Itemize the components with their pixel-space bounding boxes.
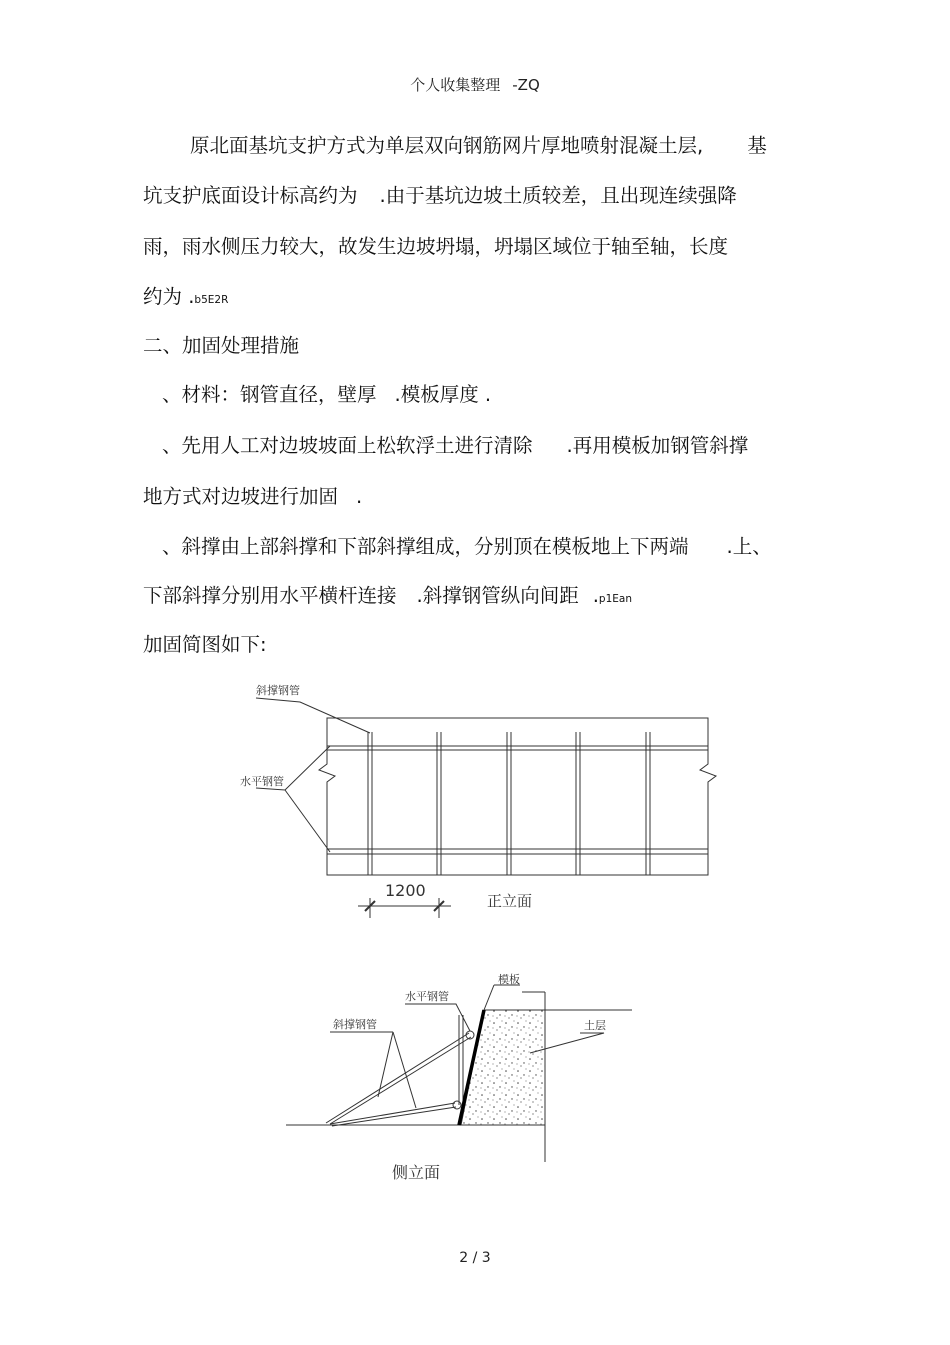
header-code: -ZQ [512, 76, 540, 94]
fig2-view-name: 侧立面 [392, 1163, 441, 1182]
item3-text: 、斜撑由上部斜撑和下部斜撑组成，分别顶在模板地上下两端 [162, 535, 689, 558]
item2-line2-text: 地方式对边坡进行加固 [143, 485, 339, 508]
para1-line2-text: 坑支护底面设计标高约为 [143, 184, 358, 207]
fig2-horiz-label: 水平钢管 [405, 990, 449, 1003]
item3-line2-dot: . [592, 584, 599, 607]
item2-text: 、先用人工对边坡坡面上松软浮土进行清除 [162, 434, 533, 457]
figure-intro: 加固简图如下: [143, 633, 267, 656]
fig1-dimension: 1200 [385, 881, 426, 900]
page-number: 2 / 3 [459, 1250, 491, 1266]
item2-end: .再用模板加钢管斜撑 [566, 434, 749, 457]
fig2-soil-label: 土层 [584, 1019, 606, 1032]
item3-line2-text: 下部斜撑分别用水平横杆连接 [143, 584, 397, 607]
para1-line1-text: 原北面基坑支护方式为单层双向钢筋网片厚地喷射混凝土层, [190, 134, 704, 157]
item3-end: .上、 [726, 535, 772, 558]
section-title: 二、加固处理措施 [143, 334, 300, 357]
para1-line1-end: 基 [747, 134, 767, 157]
fig1-view-name: 正立面 [487, 892, 533, 910]
item2-line2-end: . [356, 485, 363, 508]
para1-line2-end: .由于基坑边坡土质较差，且出现连续强降 [379, 184, 737, 207]
para1-code: b5E2R [194, 294, 229, 306]
item1-text: 、材料：钢管直径，壁厚 [162, 383, 377, 406]
header-title: 个人收集整理 [410, 76, 501, 94]
fig2-diag-label: 斜撑钢管 [333, 1018, 377, 1031]
fig2-board-label: 模板 [498, 973, 520, 986]
para1-line4-text: 约为 . [143, 285, 195, 308]
item1-end: .模板厚度 . [394, 383, 492, 406]
item3-code: p1Ean [598, 593, 632, 605]
fig1-diag-label: 斜撑钢管 [256, 684, 300, 697]
fig1-horiz-label: 水平钢管 [240, 775, 284, 788]
item3-line2-mid: .斜撑钢管纵向间距 [416, 584, 579, 607]
para1-line3: 雨，雨水侧压力较大，故发生边坡坍塌，坍塌区域位于轴至轴，长度 [143, 235, 729, 258]
